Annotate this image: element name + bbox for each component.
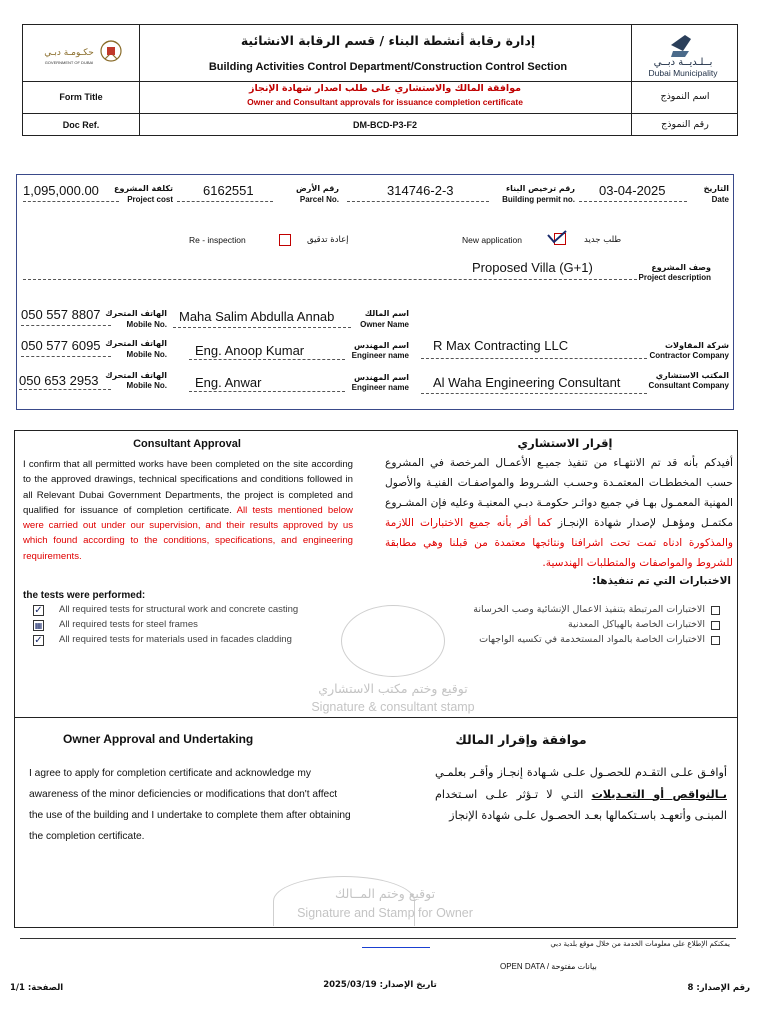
government-of-dubai-logo [37, 33, 127, 77]
consultant-stamp-label-ar: توقيع وختم مكتب الاستشاري [318, 681, 468, 696]
steel-test-en: All required tests for steel frames [59, 619, 198, 630]
consultant-engineer-label-ar: اسم المهندس [354, 373, 409, 382]
contractor-mobile-label-ar: الهاتف المتحرك [105, 339, 167, 348]
steel-test-checkbox[interactable]: ▦ [34, 621, 43, 630]
consultant-statement-en [23, 457, 353, 564]
owner-statement-en: I agree to apply for completion certificate and acknowledge my awareness of the minor deficiencies or modifications that don't affect the use of the building and I undertake to complete them after obtaining the completion certificate. [29, 768, 351, 842]
new-application-label-en: New application [462, 235, 523, 245]
owner-statement-ar-underlined: بـالنواقص أو التعـديلات [591, 787, 727, 801]
facade-test-ar-checkbox[interactable] [711, 636, 720, 645]
footer-info-ar: يمكنكم الإطلاع على معلومات الخدمة من خلال موقع بلدية دبي [550, 940, 730, 948]
form-header [22, 24, 738, 136]
footer-issue-no: رقم الإصدار: 8 [687, 983, 750, 993]
owner-approval-section [14, 718, 738, 928]
project-cost-value[interactable]: 1,095,000.00 [23, 183, 99, 198]
structural-test-checkbox[interactable]: ✓ [34, 605, 43, 616]
dm-ar-text: بــلـديــة دبــي [653, 57, 713, 68]
contractor-engineer-label-en: Engineer name [351, 351, 409, 360]
project-description-value[interactable]: Proposed Villa (G+1) [472, 260, 593, 275]
contractor-label-ar: شركة المقاولات [665, 341, 729, 350]
form-title-label-en: Form Title [59, 92, 103, 102]
form-title-en: Owner and Consultant approvals for issuance completion certificate [247, 97, 523, 107]
parcel-label-ar: رقم الأرض [296, 184, 339, 193]
consultant-engineer-value[interactable]: Eng. Anwar [195, 375, 262, 390]
footer-page-number: الصفحة: 1/1 [10, 983, 64, 993]
contractor-label-en: Contractor Company [649, 351, 729, 360]
consultant-heading-en: Consultant Approval [133, 438, 241, 450]
dubai-municipality-logo [627, 31, 737, 79]
date-label-ar: التاريخ [703, 184, 729, 193]
consultant-mobile-value[interactable]: 050 653 2953 [19, 373, 99, 388]
building-permit-value[interactable]: 314746-2-3 [387, 183, 454, 198]
facade-test-checkbox[interactable]: ✓ [34, 635, 43, 646]
department-title-ar: إدارة رقابة أنشطة البناء / قسم الرقابة الانشائية [240, 33, 536, 48]
reinspection-label-en: Re - inspection [189, 235, 246, 245]
facade-test-ar: الاختبارات الخاصة بالمواد المستخدمة في تكسيه الواجهات [479, 634, 705, 645]
contractor-mobile-label-en: Mobile No. [126, 350, 167, 359]
footer-open-data: OPEN DATA / بيانات مفتوحة [500, 962, 597, 971]
consultant-label-ar: المكتب الاستشاري [655, 371, 729, 380]
permit-label-en: Building permit no. [502, 195, 575, 204]
consultant-label-en: Consultant Company [648, 381, 729, 390]
owner-stamp-label-en: Signature and Stamp for Owner [297, 906, 473, 920]
new-application-checkbox[interactable] [554, 233, 566, 245]
form-title-ar: موافقة المالك والاستشاري على طلب اصدار شهادة الإنجاز [248, 83, 522, 94]
parcel-no-value[interactable]: 6162551 [203, 183, 254, 198]
consultant-approval-section [14, 430, 738, 718]
consultant-engineer-label-en: Engineer name [351, 383, 409, 392]
footer-link[interactable] [362, 947, 430, 948]
description-label-en: Project description [638, 273, 711, 282]
owner-mobile-label-en: Mobile No. [126, 320, 167, 329]
contractor-company-value[interactable]: R Max Contracting LLC [433, 338, 569, 353]
owner-mobile-value[interactable]: 050 557 8807 [21, 307, 101, 322]
owner-heading-ar: موافقة وإقرار المالك [455, 732, 587, 747]
contractor-engineer-value[interactable]: Eng. Anoop Kumar [195, 343, 305, 358]
project-cost-label-en: Project cost [127, 195, 173, 204]
footer-divider [20, 938, 736, 939]
owner-mobile-label-ar: الهاتف المتحرك [105, 309, 167, 318]
department-title-en: Building Activities Control Department/Construction Control Section [208, 61, 568, 73]
owner-name-label-en: Owner Name [360, 320, 409, 329]
project-cost-label-ar: تكلفة المشروع [114, 184, 173, 193]
permit-label-ar: رقم ترخيص البناء [506, 184, 575, 193]
reinspection-checkbox[interactable] [279, 234, 291, 246]
owner-name-value[interactable]: Maha Salim Abdulla Annab [179, 309, 335, 324]
reinspection-label-ar: إعادة تدقيق [307, 235, 349, 245]
dubai-gov-ar-text: حكـومـة دبـي [44, 48, 94, 58]
date-label-en: Date [711, 195, 729, 204]
checkmark-icon [547, 230, 567, 244]
structural-test-ar-checkbox[interactable] [711, 606, 720, 615]
consultant-stamp-label-en: Signature & consultant stamp [311, 700, 475, 714]
steel-test-ar: الاختبارات الخاصة بالهياكل المعدنية [568, 619, 705, 630]
date-value[interactable]: 03-04-2025 [599, 183, 666, 198]
footer-issue-date: تاريخ الإصدار: 2025/03/19 [323, 980, 437, 990]
doc-ref-value: DM-BCD-P3-F2 [353, 120, 417, 130]
consultant-stamp-circle [341, 605, 445, 677]
dubai-gov-en-text: GOVERNMENT OF DUBAI [44, 60, 94, 65]
consultant-statement-ar [385, 453, 733, 573]
structural-test-en: All required tests for structural work and concrete casting [59, 604, 299, 615]
consultant-statement-ar-main: أفيدكم بأنه قد تم الانتهـاء من تنفيذ جميـع الأعمـال المرخصة في المشروع حسب المخططـات المعتمـدة وحسـب الشـروط والمواصفـات الفنيـة والأصول المهنية المعمـول بهـا في جميع دوائـر حكومـة دبـي المعنيـة وعليه فإن المشـروع مكتمـل ومؤهـل لإصدار شهادة الإنجـاز [385, 457, 733, 529]
contractor-mobile-value[interactable]: 050 577 6095 [21, 338, 101, 353]
tests-heading-en: the tests were performed: [23, 590, 146, 601]
consultant-mobile-label-ar: الهاتف المتحرك [105, 371, 167, 380]
doc-ref-label-en: Doc Ref. [62, 120, 100, 130]
owner-stamp-label-ar: توقيع وختم المــالك [334, 886, 436, 901]
consultant-statement-en-main: I confirm that all permitted works have been completed on the site according to the approved drawings, technical specifications and conditions followed in all Relevant Dubai Government Departments, the project is completed and qualified for issuance of completion certificate. [23, 459, 353, 516]
consultant-heading-ar: إقرار الاستشاري [517, 436, 613, 450]
owner-heading-en: Owner Approval and Undertaking [63, 732, 254, 746]
doc-ref-label-ar: رقم النموذج [661, 119, 709, 130]
project-info-box [16, 174, 734, 410]
consultant-statement-ar-tests: كما أقر بأنه جميع الاختبارات اللازمة والمذكورة ادناه تمت تحت اشرافنا ونتائجها معتمدة من قبلنا وهي مطابقة للشروط والمواصفات والمتطلبات الهندسية. [385, 517, 733, 569]
parcel-label-en: Parcel No. [299, 195, 339, 204]
dm-en-text: Dubai Municipality [648, 68, 718, 78]
owner-name-label-ar: اسم المالك [364, 309, 409, 318]
facade-test-en: All required tests for materials used in facades cladding [59, 634, 292, 645]
structural-test-ar: الاختبارات المرتبطة بتنفيذ الاعمال الإنشائية وصب الخرسانة [473, 604, 705, 615]
form-title-label-ar: اسم النموذج [660, 91, 710, 102]
owner-statement-ar-2: التـي لا تـؤثر علـى اسـتخدام المبنـى وأتعهـد باسـتكمالها بعـد الحصـول علـى شهادة الإنجاز [435, 787, 727, 822]
steel-test-ar-checkbox[interactable] [711, 621, 720, 630]
contractor-engineer-label-ar: اسم المهندس [354, 341, 409, 350]
owner-statement-ar [435, 762, 727, 827]
consultant-mobile-label-en: Mobile No. [126, 381, 167, 390]
new-application-label-ar: طلب جديد [584, 235, 622, 245]
description-label-ar: وصف المشروع [651, 263, 711, 272]
owner-statement-ar-1: أوافـق علـى التقـدم للحصـول علـى شـهادة إنجـاز وأقـر بعلمـي [435, 766, 727, 779]
consultant-company-value[interactable]: Al Waha Engineering Consultant [433, 375, 621, 390]
tests-heading-ar: الاختبارات التي تم تنفيذها: [592, 575, 731, 587]
consultant-statement-en-tests: All tests mentioned below were carried out under our supervision, and their results approved by us which found according to the conditions, specifications, and engineering requirements. [23, 504, 353, 562]
